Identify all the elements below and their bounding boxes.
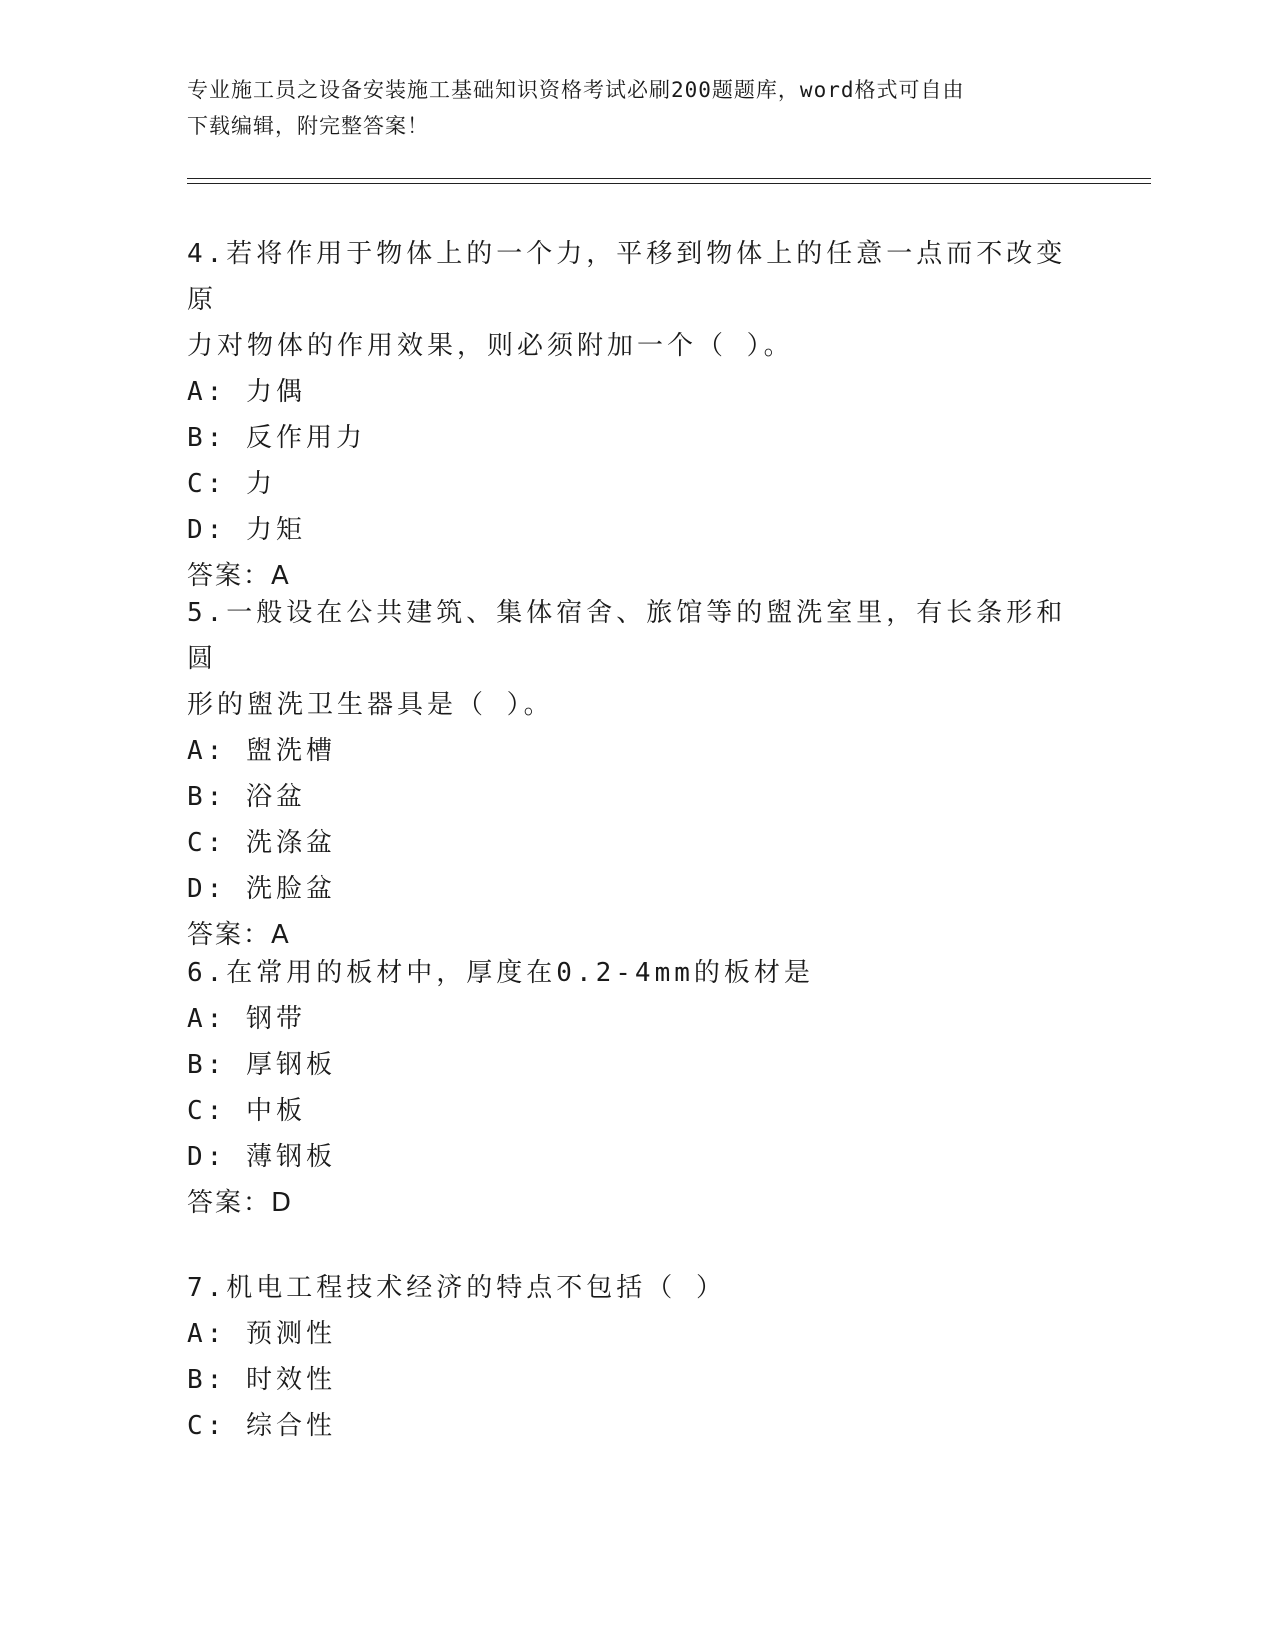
- header-line-1: 专业施工员之设备安装施工基础知识资格考试必刷200题题库，word格式可自由: [187, 78, 965, 102]
- option-b: B: 时效性: [187, 1365, 336, 1395]
- option-a: A: 预测性: [187, 1319, 336, 1349]
- question-text: 6.在常用的板材中，厚度在0.2-4mm的板材是: [187, 958, 814, 988]
- option-c: C: 力: [187, 469, 276, 499]
- option-a: A: 力偶: [187, 377, 306, 407]
- document-header: [187, 72, 1067, 144]
- question-6: [187, 950, 1087, 1226]
- option-c: C: 洗涤盆: [187, 828, 336, 858]
- question-text: 力对物体的作用效果，则必须附加一个（ ）。: [187, 331, 794, 361]
- question-4: [187, 231, 1087, 599]
- header-divider-bottom: [187, 183, 1151, 184]
- answer-label: 答案：D: [187, 1188, 294, 1218]
- question-5: [187, 590, 1087, 958]
- answer-label: 答案：A: [187, 561, 291, 591]
- option-c: C: 中板: [187, 1096, 306, 1126]
- option-b: B: 反作用力: [187, 423, 366, 453]
- option-d: D: 薄钢板: [187, 1142, 336, 1172]
- answer-label: 答案：A: [187, 920, 291, 950]
- question-text: 7.机电工程技术经济的特点不包括（ ）: [187, 1273, 726, 1303]
- option-b: B: 厚钢板: [187, 1050, 336, 1080]
- option-a: A: 盥洗槽: [187, 736, 336, 766]
- header-divider-top: [187, 178, 1151, 179]
- header-line-2: 下载编辑，附完整答案！: [187, 114, 429, 138]
- question-text: 形的盥洗卫生器具是（ ）。: [187, 690, 554, 720]
- question-7: [187, 1265, 1087, 1449]
- option-b: B: 浴盆: [187, 782, 306, 812]
- option-c: C: 综合性: [187, 1411, 336, 1441]
- option-d: D: 力矩: [187, 515, 306, 545]
- option-d: D: 洗脸盆: [187, 874, 336, 904]
- option-a: A: 钢带: [187, 1004, 306, 1034]
- question-text: 5.一般设在公共建筑、集体宿舍、旅馆等的盥洗室里，有长条形和圆: [187, 598, 1067, 674]
- question-text: 4.若将作用于物体上的一个力，平移到物体上的任意一点而不改变原: [187, 239, 1067, 315]
